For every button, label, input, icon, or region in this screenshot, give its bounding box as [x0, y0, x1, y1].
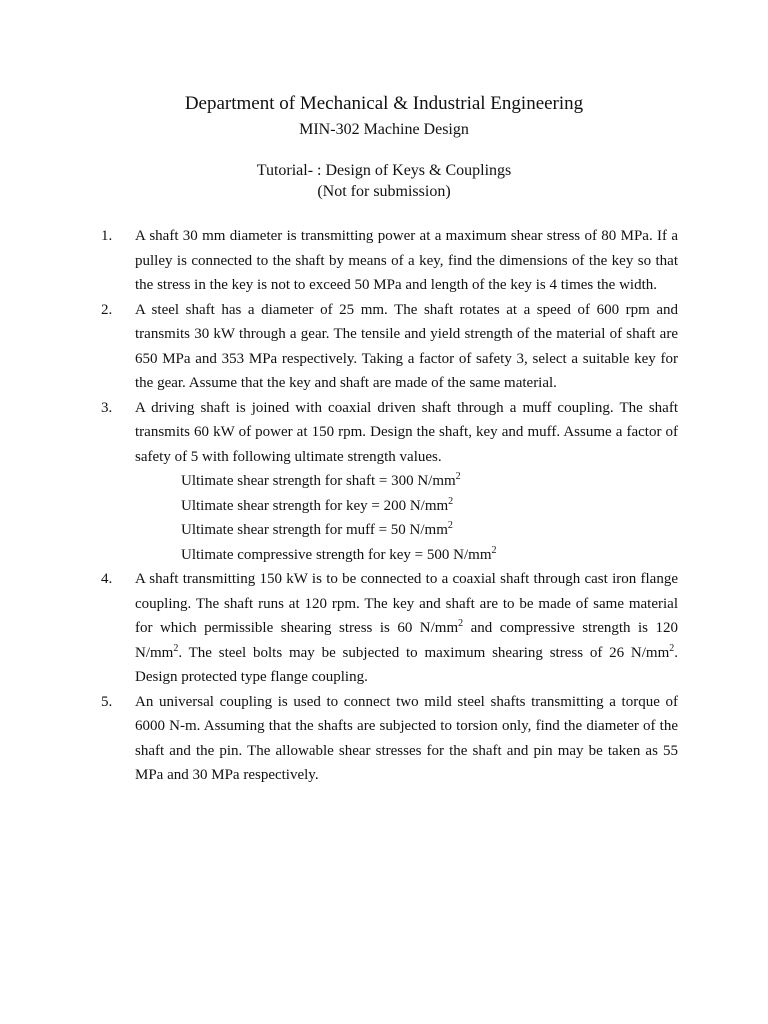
question-list — [0, 224, 768, 788]
submission-note: (Not for submission) — [317, 183, 451, 200]
question-number: 3. — [101, 399, 113, 416]
question-2 — [0, 298, 768, 396]
question-text: An universal coupling is used to connect two mild steel shafts transmitting a torque of 6000 N-m. Assuming that the shafts are subjected to torsion only, find the diameter of the shaft and the pin. The allowable shear stresses for the shaft and pin may be taken as 55 MPa and 30 MPa respectively. — [135, 693, 678, 783]
question-number: 2. — [101, 301, 113, 318]
question-number: 1. — [101, 228, 113, 244]
question-text: A shaft 30 mm diameter is transmitting power at a maximum shear stress of 80 MPa. If a pulley is connected to the shaft by means of a key, find the dimensions of the key so that the stress in the key is not to exceed 50 MPa and length of the key is 4 times the width. — [135, 228, 678, 293]
question-3 — [0, 396, 768, 568]
strength-value: Ultimate compressive strength for key = 500 $N/mm^2$ — [181, 544, 497, 563]
course-title: MIN-302 Machine Design — [299, 121, 469, 138]
department-title: Department of Mechanical & Industrial Engineering — [184, 93, 584, 114]
tutorial-title: Tutorial- : Design of Keys & Couplings — [256, 162, 512, 179]
question-number: 5. — [101, 693, 113, 710]
question-text: A shaft transmitting 150 kW is to be connected to a coaxial shaft through cast iron flange coupling. The shaft runs at 120 rpm. The key and shaft are to be made of same material for which permissible shearing stress is 60 $N/mm^2$ and compressive strength is 120 $N/mm^2$. The steel bolts may be subjected to maximum shearing stress of 26 $N/mm^2$. Design protected type flange coupling. — [135, 571, 678, 685]
question-text: A steel shaft has a diameter of 25 mm. The shaft rotates at a speed of 600 rpm and transmits 30 kW through a gear. The tensile and yield strength of the material of shaft are 650 MPa and 353 MPa respectively. Taking a factor of safety 3, select a suitable key for the gear. Assume that the key and shaft are made of the same material. — [135, 301, 678, 391]
question-number: 4. — [101, 571, 113, 587]
question-text: A driving shaft is joined with coaxial driven shaft through a muff coupling. The shaft transmits 60 kW of power at 150 rpm. Design the shaft, key and muff. Assume a factor of safety of 5 with following ultimate strength values. — [135, 399, 678, 465]
question-4 — [0, 567, 768, 690]
strength-value: Ultimate shear strength for shaft = 300 $N/mm^2$ — [181, 471, 461, 489]
question-1 — [0, 224, 768, 298]
strength-value: Ultimate shear strength for muff = 50 $N/mm^2$ — [181, 520, 453, 538]
strength-value: Ultimate shear strength for key = 200 $N/mm^2$ — [181, 495, 454, 514]
question-5 — [0, 690, 768, 788]
